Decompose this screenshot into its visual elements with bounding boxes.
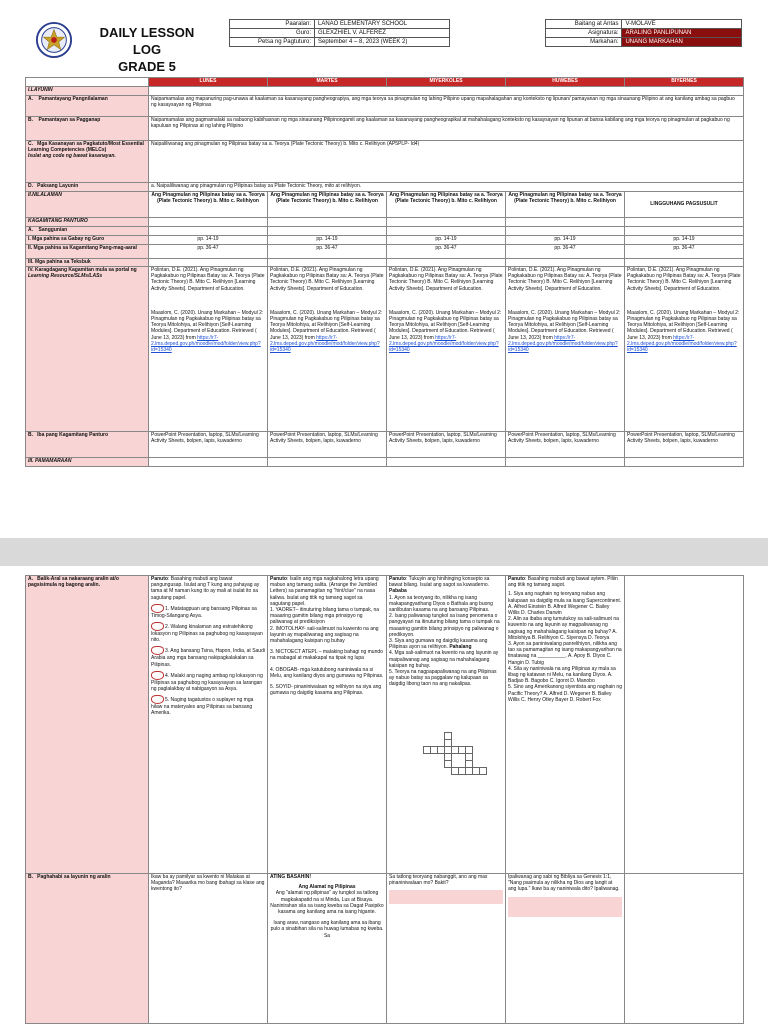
review-tuesday-item: 2. IMOTOLHAY- sali-salimuot na kuwento na ang layunin ay mapaliwanag ang sagisag na mahahalagang kaisipan ng buhay (270, 625, 379, 645)
lesson-log-title (85, 24, 209, 75)
panuto-label: Panuto (270, 576, 287, 582)
other-materials-monday: PowerPoint Presentation, laptop, SLMs/Learning Activity Sheets, bolpen, lapis, kuwaderno (149, 432, 268, 458)
references-monday (149, 267, 268, 432)
lesson-grid-top (25, 77, 744, 467)
day-header-tuesday: MARTES (268, 78, 387, 87)
melc-sub-label: Isulat ang code ng bawat kasanayan. (28, 153, 116, 160)
empty-cell (268, 259, 387, 267)
crossword-grid (423, 732, 503, 778)
empty-cell (387, 227, 506, 236)
review-thursday-intro: : Basahing mabuti ang bawat aytem. Piliin ang titik ng tamang sagot. (508, 576, 618, 589)
portal-label-text: IV. Karagdagang Kagamitan mula sa portal ng (28, 267, 137, 273)
review-wednesday (387, 576, 506, 874)
empty-cell (149, 87, 744, 96)
references-tuesday (268, 267, 387, 432)
quarter-value: UNANG MARKAHAN (622, 38, 742, 47)
nilalaman-friday: LINGGUHANG PAGSUSULIT (625, 192, 744, 218)
label-iba-pang-kagamitan: B. Iba pang Kagamitang Panturo (26, 432, 149, 458)
reference-2-link[interactable]: https://r7-2.lms.deped.gov.ph/moodle/mod/folder/view.php?id=15340 (270, 334, 380, 354)
review-wednesday-intro: : Tukuyin ang hinihinging konsepto sa bawat bilang. Isulat ang sagot sa kuwaderno. (389, 576, 490, 589)
label-portal (26, 267, 149, 432)
motivation-wednesday-text: Sa tatlong teoryang nabanggit, ano ang mas pinaniniwalaan mo? Bakit? (389, 874, 488, 887)
review-tuesday-intro: : Isalin ang mga nagkahalong letra upang mabuo ang tamang salita. (Arrange the Jumbled Letters) sa pamamagitan ng "hint/clue" na nasa kaliwa. Isulat ang titik ng tamang sagot sa sagutang papel. (270, 576, 379, 607)
day-header-thursday: HUWEBES (506, 78, 625, 87)
empty-cell (506, 227, 625, 236)
lm-pages-wednesday: pp. 36-47 (387, 245, 506, 259)
teacher-label: Guro: (230, 29, 315, 38)
other-materials-friday: PowerPoint Presentation, laptop, SLMs/Learning Activity Sheets, bolpen, lapis, kuwaderno (625, 432, 744, 458)
empty-cell (268, 458, 387, 467)
melc-label-text: C. Mga Kasanayan sa Pagkatuto/Most Essential Learning Competencies (MELCs) (28, 141, 144, 154)
review-thursday-item: 4. Sila ay naniniwala na ang Pilipinas ay mula sa libag ng katawan ni Melu, na kanilang Diyos. A. Badjao B. Bagobo C. Igorot D. Manobo (508, 665, 616, 685)
crossword-cell[interactable] (437, 746, 445, 754)
nilalaman-monday: Ang Pinagmulan ng Pilipinas batay sa a. Teorya (Plate Tectonic Theory) b. Mito c. Relihiyon (149, 192, 268, 218)
empty-cell (149, 227, 268, 236)
empty-cell (506, 259, 625, 267)
empty-cell (506, 218, 625, 227)
review-monday-item: 2. Walang kinalaman ang estratehikong lokasyon ng Pilipinas sa paghubog ng kasaysayan nito. (151, 623, 263, 644)
content-standard-text: Naipamamalas ang mapanuring pag-unawa at kaalaman sa kasanayang pangheograpiya, ang mga teorya sa pinagmulan ng lahing Pilipino upang mapahalagahan ang konteksto ng lipunan/ pamayanan ng mga sinaunang Pilipino at ang kanilang ambag sa pagbuo ng kasaysayan ng Pilipinas (149, 96, 744, 117)
nilalaman-wednesday: Ang Pinagmulan ng Pilipinas batay sa a. Teorya (Plate Tectonic Theory) b. Mito c. Relihiyon (387, 192, 506, 218)
class-info-table (545, 19, 742, 47)
day-header-monday: LUNES (149, 78, 268, 87)
empty-cell (387, 259, 506, 267)
motivation-monday: Ikaw ba ay pamilyar sa kwento ni Malakas at Maganda? Maaarika mo bang ibahagi sa klase ang kwentong ito? (149, 874, 268, 1024)
answer-oval-icon (151, 646, 164, 655)
panuto-label: Panuto (151, 576, 168, 582)
empty-cell (387, 458, 506, 467)
story-paragraph-1: Ang "alamat ng pilipinas" ay tungkol sa tatlong magkakapatid na si Minda, Lus at Bisaya. Naninirahan sila sa isang kweba sa Dagat Pasipiko kasama ang kanilang ama na isang higante. (270, 890, 384, 916)
lm-pages-friday: pp. 36-47 (625, 245, 744, 259)
empty-cell (625, 458, 744, 467)
performance-standard-text: Naipamamalas ang pagmamalaki sa nabuong kabihasnan ng mga sinaunang Pilipinongamit ang kaalaman sa kasanayang pangheograpikal at mahahalagang konteksto ng kasaysayan ng lipunan at bansa kabilang ang mga teorya ng pinagmulan at pagkabuo ng kapuluan ng Pilipinas at ng lahing Pilipino (149, 117, 744, 141)
pahalang-heading: Pahalang (449, 644, 472, 651)
section-kagamitan: KAGAMITANG PANTURO (26, 218, 149, 227)
answer-box[interactable] (508, 897, 622, 917)
nilalaman-thursday: Ang Pinagmulan ng Pilipinas batay sa a. Teorya (Plate Tectonic Theory) b. Mito c. Relihiyon (506, 192, 625, 218)
day-header-wednesday: MIYERKOLES (387, 78, 506, 87)
down-clue: 3. Siya ang gumawa ng daigdig kasama ang Pilipinas ayon sa relihiyon. (389, 638, 488, 651)
label-paksang-layunin: D. Paksang Layunin (26, 183, 149, 192)
grade-section-label: Baitang at Antas (546, 20, 622, 29)
section-nilalaman: II.NILALAMAN (26, 192, 149, 218)
review-monday-item: 4. Malaki ang naging ambag ng lokasyon ng Pilipinas sa paghubog ng kasaysayan sa larangan ng paglalakbay at nabigasyon sa Asya. (151, 672, 263, 693)
subject-label: Asignatura: (546, 29, 622, 38)
empty-cell (149, 259, 268, 267)
review-tuesday-item: 3. NICTOECT ATEPL – malaking bahagi ng mundo na mabagal at makakapal na tipak ng lupa (270, 649, 383, 662)
lesson-grid-procedure (25, 575, 744, 1024)
reference-2: Maaslom, C. (2020). Unang Markahan – Modyul 2: Pinagmulan ng Pagkakabuo ng Pilipinas batay sa Teorya Mitolohiya, at Relihiyon [Self-Learning Modules]. Department of Education. Retrieved ( June 13, 2023) from (508, 309, 621, 341)
review-monday-item: 1. Matatagpuan ang bansang Pilipinas sa Timog-Silangang Asya. (151, 605, 257, 619)
down-clue: 2. Isang paliwanag tungkol sa isang penomena o pangyayari na itinuturing bilang tama o tumpak na maaaring gamitin bilang prinsipyo ng paliwanag o prediksyon. (389, 613, 500, 638)
lesson-log-header (27, 19, 742, 74)
other-materials-tuesday: PowerPoint Presentation, laptop, SLMs/Learning Activity Sheets, bolpen, lapis, kuwaderno (268, 432, 387, 458)
review-friday (625, 576, 744, 874)
lm-pages-tuesday: pp. 36-47 (268, 245, 387, 259)
portal-label-italic: Learning Resource/SLMs/LASs (28, 273, 103, 280)
other-materials-wednesday: PowerPoint Presentation, laptop, SLMs/Learning Activity Sheets, bolpen, lapis, kuwaderno (387, 432, 506, 458)
empty-cell (625, 227, 744, 236)
objective-text: a. Naipaliliwanag ang pinagmulan ng Pilipinas batay sa Plate Tectonic Theory, mito at relihiyon. (149, 183, 744, 192)
references-thursday (506, 267, 625, 432)
reference-2: Maaslom, C. (2020). Unang Markahan – Modyul 2: Pinagmulan ng Pagkakabuo ng Pilipinas batay sa Teorya Mitolohiya, at Relihiyon [Self-Learning Modules]. Department of Education. Retrieved ( June 13, 2023) from (270, 309, 383, 341)
empty-cell (625, 218, 744, 227)
subject-value: ARALING PANLIPUNAN (622, 29, 742, 38)
section-pamamaraan: III. PAMAMARAAN (26, 458, 149, 467)
label-gabay-guro: I. Mga pahina sa Gabay ng Guro (26, 236, 149, 245)
grade-section-value: V-MOLAVE (622, 20, 742, 29)
corner-cell (26, 78, 149, 87)
empty-cell (268, 218, 387, 227)
label-kagamitang-pang-mag-aaral: II. Mga pahina sa Kagamitang Pang-mag-aaral (26, 245, 149, 259)
guro-pages-wednesday: pp. 14-19 (387, 236, 506, 245)
deped-seal-icon (35, 21, 73, 59)
pababa-heading: Pababa (389, 588, 407, 595)
review-monday (149, 576, 268, 874)
motivation-thursday-text: Ipaliwanag ang sabi ng Bibliya sa Genesis 1:1, "Nang pasimula ay nilikha ng Dios ang langit at ang lupa." Ikaw ba ay naniniwala dito? Ipaliwanag. (508, 874, 620, 893)
review-thursday-item: 5. Sino ang Amerikanong siyentista ang naghain ng Pacific Theory? A. Alfred D. Wegener B. Bailey Willis C. Henry Otley Bayer D. Robert Fox (508, 684, 622, 703)
section-layunin: I.LAYUNIN (26, 87, 149, 96)
down-clue: 1. Ayon sa teoryang ito, nilikha ng isang makapangyarihang Diyos o Bathala ang buong sanlibutan kasama na ang bansang Pilipinas. (389, 594, 493, 614)
motivation-wednesday (387, 874, 506, 1024)
reference-1: Polintan, D.E. (2021). Ang Pinagmulan ng Pagkakabuo ng Pilipinas Batay sa: A. Teorya (Plate Tectonic Theory) B. Mito C. Relihiyon [Learning Activity Sheets]. Department of Education. (389, 267, 503, 292)
date-label: Petsa ng Pagtuturo: (230, 38, 315, 47)
label-pangnilalaman: A. Pamantayang Pangnilalaman (26, 96, 149, 117)
school-value: LANAO ELEMENTARY SCHOOL (315, 20, 450, 29)
panuto-label: Panuto (508, 576, 525, 582)
label-paghahabi: B. Paghahabi sa layunin ng aralin (26, 874, 149, 1024)
teacher-value: GLEXZHIEL V. ALFEREZ (315, 29, 450, 38)
motivation-thursday (506, 874, 625, 1024)
review-thursday (506, 576, 625, 874)
panuto-label: Panuto (389, 576, 406, 582)
reference-2-link[interactable]: https://r7-2.lms.deped.gov.ph/moodle/mod/folder/view.php?id=15340 (508, 334, 618, 354)
nilalaman-tuesday: Ang Pinagmulan ng Pilipinas batay sa a. Teorya (Plate Tectonic Theory) b. Mito c. Relihiyon (268, 192, 387, 218)
title-line-1: DAILY LESSON LOG (99, 25, 195, 57)
reference-2: Maaslom, C. (2020). Unang Markahan – Modyul 2: Pinagmulan ng Pagkakabuo ng Pilipinas batay sa Teorya Mitolohiya, at Relihiyon [Self-Learning Modules]. Department of Education. Retrieved ( June 13, 2023) from (627, 309, 740, 341)
reference-2-link[interactable]: https://r7-2.lms.deped.gov.ph/moodle/mod/folder/view.php?id=15340 (151, 334, 261, 354)
reference-1: Polintan, D.E. (2021). Ang Pinagmulan ng Pagkakabuo ng Pilipinas Batay sa: A. Teorya (Plate Tectonic Theory) B. Mito C. Relihiyon [Learning Activity Sheets]. Department of Education. (508, 267, 622, 292)
review-monday-item: 5. Naging tagatustos o suplayer ng mga hilaw na materyales ang Pilipinas sa bansang Amerika. (151, 697, 254, 717)
guro-pages-friday: pp. 14-19 (625, 236, 744, 245)
school-label: Paaralan: (230, 20, 315, 29)
references-friday (625, 267, 744, 432)
references-wednesday (387, 267, 506, 432)
reading-heading: ATING BASAHIN! (270, 874, 312, 880)
melc-text: Naipaliliwanag ang pinagmulan ng Pilipinas batay sa a. Teorya (Plate Tectonic Theory) b. Mito c. Relihiyon (AP5PLP- Id4) (149, 141, 744, 183)
reference-2: Maaslom, C. (2020). Unang Markahan – Modyul 2: Pinagmulan ng Pagkakabuo ng Pilipinas batay sa Teorya Mitolohiya, at Relihiyon [Self-Learning Modules]. Department of Education. Retrieved ( June 13, 2023) from (389, 309, 502, 341)
review-tuesday-item: 4. OBOGAB- mga katutubong naniniwala na si Melu, ang kanilang diyos ang gumawa ng Pilipinas. (270, 666, 384, 679)
guro-pages-tuesday: pp. 14-19 (268, 236, 387, 245)
answer-oval-icon (151, 695, 164, 704)
story-paragraph-2: Isang araw, nangaso ang kanilang ama sa ibang pulo a sinabihan sila na huwag lumabas ng kweba. Sa (270, 920, 384, 939)
across-clue: 5. Teorya na nagpapapaliwanag na ang Pilipinas ay nabuo batay sa paggalaw ng kalupaan sa daigdig libong taon na ang nakalipas. (389, 669, 497, 688)
across-clue: 4. Mga sali-salimuot na kwento na ang layunin ay maipaliwanag ang sagisag na mahahalagang kaisipan ng buhay. (389, 650, 499, 669)
reference-1: Polintan, D.E. (2021). Ang Pinagmulan ng Pagkakabuo ng Pilipinas Batay sa: A. Teorya (Plate Tectonic Theory) B. Mito C. Relihiyon [Learning Activity Sheets]. Department of Education. (151, 267, 265, 292)
review-monday-intro: : Basahing mabuti ang bawat pangungusap. Isulat ang T kung ang pahayag ay tama at M naman kung ito ay mali at isulat ito sa sagutang papel. (151, 576, 260, 601)
answer-oval-icon (151, 622, 164, 631)
reference-2-link[interactable]: https://r7-2.lms.deped.gov.ph/moodle/mod/folder/view.php?id=15340 (389, 334, 499, 354)
crossword-cell[interactable] (479, 767, 487, 775)
motivation-friday (625, 874, 744, 1024)
answer-oval-icon (151, 671, 164, 680)
label-pagganap: B. Pamantayan sa Pagganap (26, 117, 149, 141)
guro-pages-monday: pp. 14-19 (149, 236, 268, 245)
day-header-friday: BIYERNES (625, 78, 744, 87)
empty-cell (149, 218, 268, 227)
other-materials-thursday: PowerPoint Presentation, laptop, SLMs/Learning Activity Sheets, bolpen, lapis, kuwaderno (506, 432, 625, 458)
date-value: September 4 – 8, 2023 (WEEK 2) (315, 38, 450, 47)
empty-cell (149, 458, 268, 467)
crossword-cell[interactable] (458, 767, 466, 775)
title-line-2: GRADE 5 (118, 59, 176, 74)
reference-2: Maaslom, C. (2020). Unang Markahan – Modyul 2: Pinagmulan ng Pagkakabuo ng Pilipinas batay sa Teorya Mitolohiya, at Relihiyon [Self-Learning Modules]. Department of Education. Retrieved ( June 13, 2023) from (151, 309, 264, 341)
reference-2-link[interactable]: https://r7-2.lms.deped.gov.ph/moodle/mod/folder/view.php?id=15340 (627, 334, 737, 354)
label-sanggunian: A. Sanggunian (26, 227, 149, 236)
review-monday-item: 3. Ang bansang Tsina, Hapon, India, at Saudi Arabia ang mga bansang nakipagkalakalan sa Pilipinas. (151, 648, 265, 668)
review-thursday-item: 2. Alin sa ibaba ang tumutukoy sa sali-salimuot na kuwento na ang layunin ay magpaliwanag ng sagisag ng mahahalagang kaisipan ng buhay? A. Mitolohiya B. Relihiyon C. Siyensya D. Teorya (508, 616, 619, 641)
school-info-table (229, 19, 450, 47)
label-balik-aral: A. Balik-Aral sa nakaraang aralin at/o pagsisimula ng bagong aralin. (26, 576, 149, 874)
label-melc (26, 141, 149, 183)
review-tuesday-item: 1. YAORET– itinuturing bilang tama o tumpak, na maaaring gamitin bilang mga prinsipyo ng paliwanag at prediksiyon (270, 607, 380, 626)
reference-1: Polintan, D.E. (2021). Ang Pinagmulan ng Pagkakabuo ng Pilipinas Batay sa: A. Teorya (Plate Tectonic Theory) B. Mito C. Relihiyon [Learning Activity Sheets]. Department of Education. (627, 267, 741, 292)
review-thursday-item: 3. Ayon sa paniniwalang panrelihiyon, nilikha ang tao sa pamamagitan ng isang makapangyarihan na tinatawag na __________. A. Apoy B. Diyos C. Hangin D. Tubig (508, 641, 622, 666)
empty-cell (506, 458, 625, 467)
story-title: Ang Alamat ng Pilipinas (298, 884, 356, 891)
quarter-label: Markahan: (546, 38, 622, 47)
review-tuesday-item: 5. SOYID- pinaniniwalaan ng relihiyon na siya ang gumawa ng daigdig kasama ang Pilipinas. (270, 684, 382, 697)
lm-pages-monday: pp. 36-47 (149, 245, 268, 259)
review-tuesday (268, 576, 387, 874)
empty-cell (387, 218, 506, 227)
reference-1: Polintan, D.E. (2021). Ang Pinagmulan ng Pagkakabuo ng Pilipinas Batay sa: A. Teorya (Plate Tectonic Theory) B. Mito C. Relihiyon [Learning Activity Sheets]. Department of Education. (270, 267, 384, 292)
empty-cell (268, 227, 387, 236)
empty-cell (625, 259, 744, 267)
lm-pages-thursday: pp. 36-47 (506, 245, 625, 259)
answer-box[interactable] (389, 890, 503, 904)
motivation-tuesday (268, 874, 387, 1024)
guro-pages-thursday: pp. 14-19 (506, 236, 625, 245)
answer-oval-icon (151, 604, 164, 613)
review-thursday-item: 1. Siya ang naghain ng teoryang nabuo ang kalupaan sa daigdig mula sa isang Supercontinent. A. Alfred Einstein B. Alfred Wegener C. Bailey Willis D. Charles Darwin (508, 591, 622, 617)
label-teksbuk: III. Mga pahina sa Teksbuk (26, 259, 149, 267)
